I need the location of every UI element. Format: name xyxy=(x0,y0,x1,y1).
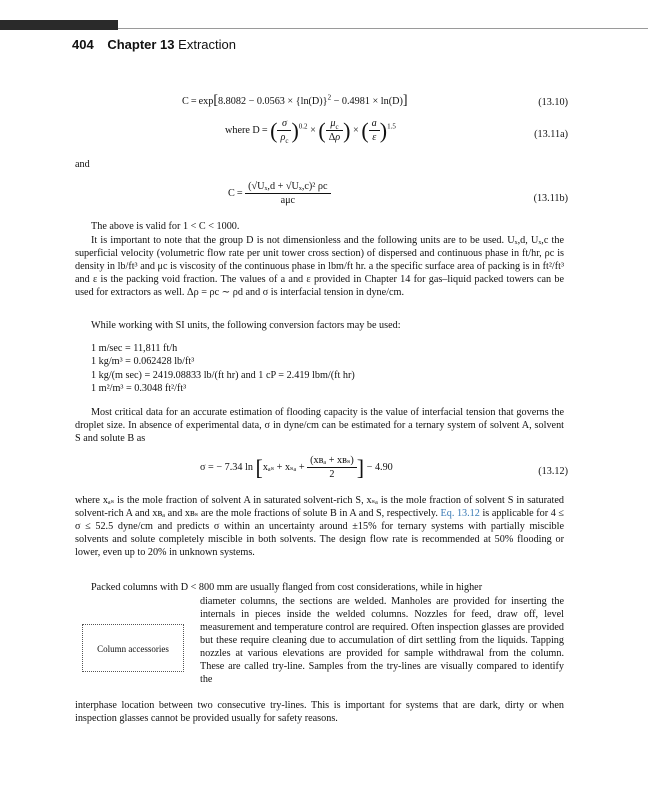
equation-13-11a: where D = ( $\frac{\sigma}{\rho_c}$ )$^{0.2}$ × ( $\frac{\mu_c}{\Delta\rho}$ ) × ( $\frac{a}{\varepsilon}$ )$^{1.5}$ xyxy=(225,118,396,146)
conversion-3: 1 kg/(m sec) = 2419.08833 lb/(ft hr) and 1 cP = 2.419 lbm/(ft hr) xyxy=(91,370,355,381)
equation-number: (13.12) xyxy=(538,466,568,477)
conversion-4: 1 m²/m³ = 0.3048 ft²/ft³ xyxy=(91,383,187,394)
conversion-2: 1 kg/m³ = 0.062428 lb/ft³ xyxy=(91,356,195,367)
equation-number: (13.10) xyxy=(538,97,568,108)
equation-13-11b: C = $\frac{\text{(√Uₓ,d + √Uₓ,c)² ρc}}{\text{aμc}}$ xyxy=(228,180,331,207)
paragraph-interfacial: Most critical data for an accurate estimation of flooding capacity is the value of interfacial tension that governs the droplet size. In absence of experimental data, σ in dyne/cm can be estimated for a ternary system of solvent A, solvent S and solute B as xyxy=(75,407,564,444)
paragraph-mole-fraction: where xₐₛ is the mole fraction of solvent A in saturated solvent-rich S, xₛₐ is the mole fraction of solvent S in saturated solvent-rich A and xʙₐ and xʙₛ are the mole fractions of solute B in A and S, respectively. Eq. 13.12 is applicable for 4 ≤ σ ≤ 52.5 dyne/cm and predicts σ within an uncertainty around ±15% for ternary systems with partially miscible solvents and solute completely miscible in both solvents. The design flow rate is recommended at 50% flooding or lower, even up to 20% in unknown systems. xyxy=(75,495,564,558)
equation-number: (13.11a) xyxy=(534,129,568,140)
paragraph-try-lines: interphase location between two consecutive try-lines. This is important for systems that are dark, dirty or when inspection glasses cannot be provided usually for safety reasons. xyxy=(75,700,564,724)
equation-13-10: $C = \exp[8.8082 - 0.0563 \times \{\ln(D)\}^2 - 0.4981 \times \ln(D)]$ xyxy=(182,93,408,108)
margin-note-box xyxy=(82,624,184,672)
conversion-1: 1 m/sec = 11,811 ft/h xyxy=(91,343,178,354)
equation-number: (13.11b) xyxy=(533,193,568,204)
page-header xyxy=(72,37,236,53)
equation-13-12: σ = − 7.34 ln [xₐₛ + xₛₐ + $\frac{\text{(xʙₐ + xʙₛ)}}{2}$ ] − 4.90 xyxy=(200,455,393,480)
paragraph-units: It is important to note that the group D is not dimensionless and the following units are to be used. Uₓ,d, Uₓ,c the superficial velocity (volumetric flow rate per unit tower cross section) of dispersed and continuous phase in ft/hr, ρc is density in lb/ft³ and μc is viscosity of the continuous phase in lbm/ft hr. a the specific surface area of packing is in ft²/ft³ and ε is the packing void fraction. The values of a and ε provided in Chapter 14 for gas–liquid packed towers can be used for extractors as well. Δρ = ρc ∼ ρd and σ is interfacial tension in dyne/cm. xyxy=(75,235,564,298)
margin-note-label: Column accessories xyxy=(97,644,169,654)
header-rule xyxy=(118,28,648,29)
paragraph-accessories: diameter columns, the sections are welded. Manholes are provided for inserting the internals in pieces inside the welded columns. Nozzles for feed, draw off, level measurement and temperature control are required. Often inspection glasses are provided but these require cleaning due to accumulation of dirt settling from the liquids. Tapping nozzles at various elevations are provided for sample withdrawal from the column. These are called try-line. Samples from the try-lines are visually compared to identify the xyxy=(200,596,564,685)
validity-note: The above is valid for 1 < C < 1000. xyxy=(91,221,240,232)
chapter-label: Chapter 13 xyxy=(107,37,175,52)
paragraph-packed-columns: Packed columns with D < 800 mm are usually flanged from cost considerations, while in higher xyxy=(91,582,483,593)
header-bar xyxy=(0,20,118,30)
connector-and: and xyxy=(75,159,90,170)
equation-link[interactable]: Eq. 13.12 xyxy=(440,508,480,519)
chapter-title: Extraction xyxy=(178,37,236,52)
si-intro: While working with SI units, the following conversion factors may be used: xyxy=(91,320,401,331)
page-number: 404 xyxy=(72,37,94,52)
